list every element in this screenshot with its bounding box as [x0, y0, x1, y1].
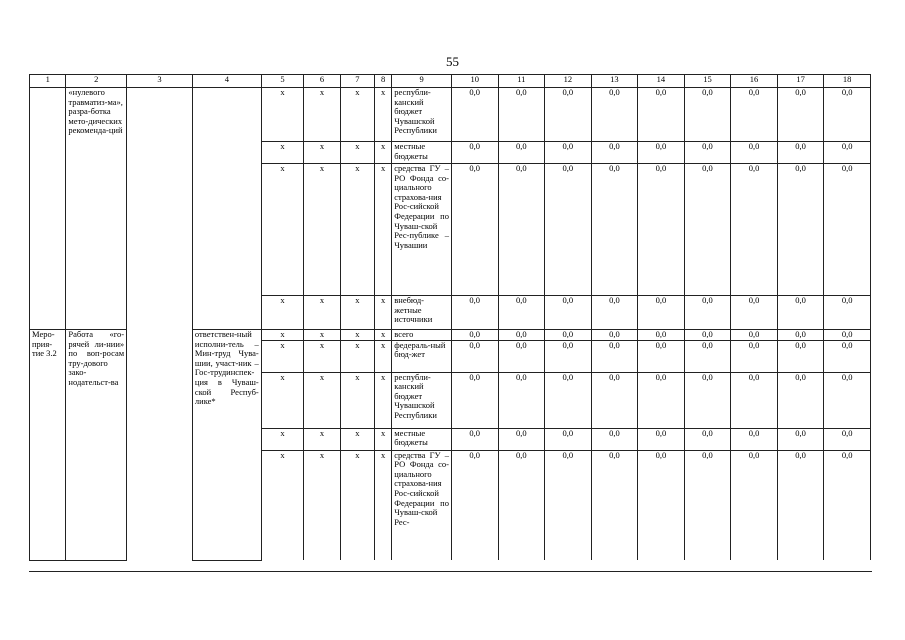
measure-name-cell: Работа «го-рячей ли-нии» по воп-росам тру-дового зако-нодательст-ва — [66, 330, 127, 561]
value-cell: 0,0 — [684, 428, 731, 450]
value-cell: 0,0 — [498, 450, 545, 560]
funding-source-cell: республи-канский бюджет Чувашской Республики — [392, 372, 452, 428]
code-cell: x — [340, 372, 374, 428]
column-header: 4 — [192, 75, 261, 88]
column-header: 12 — [545, 75, 592, 88]
column-number-row — [30, 75, 871, 88]
code-cell: x — [340, 164, 374, 296]
value-cell: 0,0 — [638, 428, 685, 450]
code-cell: x — [375, 164, 392, 296]
value-cell: 0,0 — [638, 372, 685, 428]
column-header: 2 — [66, 75, 127, 88]
value-cell: 0,0 — [451, 450, 498, 560]
value-cell: 0,0 — [498, 330, 545, 341]
budget-table — [29, 74, 871, 561]
value-cell: 0,0 — [451, 164, 498, 296]
code-cell: x — [375, 88, 392, 142]
value-cell: 0,0 — [451, 340, 498, 372]
value-cell: 0,0 — [545, 142, 592, 164]
code-cell: x — [261, 164, 304, 296]
value-cell: 0,0 — [684, 372, 731, 428]
value-cell: 0,0 — [591, 450, 638, 560]
code-cell: x — [304, 372, 340, 428]
table-bottom-rule — [29, 571, 872, 572]
column-header: 3 — [127, 75, 193, 88]
value-cell: 0,0 — [638, 142, 685, 164]
column-header: 18 — [824, 75, 871, 88]
value-cell: 0,0 — [731, 340, 778, 372]
executor-cell — [192, 88, 261, 330]
value-cell: 0,0 — [684, 88, 731, 142]
value-cell: 0,0 — [777, 88, 824, 142]
code-cell: x — [304, 164, 340, 296]
value-cell: 0,0 — [498, 296, 545, 330]
code-cell: x — [261, 142, 304, 164]
value-cell: 0,0 — [824, 164, 871, 296]
value-cell: 0,0 — [777, 428, 824, 450]
column-header: 11 — [498, 75, 545, 88]
value-cell: 0,0 — [638, 296, 685, 330]
value-cell: 0,0 — [638, 330, 685, 341]
code-cell: x — [375, 142, 392, 164]
value-cell: 0,0 — [777, 164, 824, 296]
code-cell: x — [375, 450, 392, 560]
code-cell: x — [261, 372, 304, 428]
value-cell: 0,0 — [824, 372, 871, 428]
value-cell: 0,0 — [684, 330, 731, 341]
code-cell: x — [304, 88, 340, 142]
value-cell: 0,0 — [591, 372, 638, 428]
column-header: 14 — [638, 75, 685, 88]
value-cell: 0,0 — [451, 296, 498, 330]
value-cell: 0,0 — [498, 142, 545, 164]
value-cell: 0,0 — [684, 450, 731, 560]
value-cell: 0,0 — [498, 428, 545, 450]
value-cell: 0,0 — [498, 88, 545, 142]
code-cell: x — [304, 296, 340, 330]
value-cell: 0,0 — [684, 142, 731, 164]
code-cell: x — [340, 88, 374, 142]
measure-code-cell — [30, 88, 66, 330]
code-cell: x — [375, 428, 392, 450]
value-cell: 0,0 — [638, 340, 685, 372]
column-3-cell — [127, 330, 193, 561]
value-cell: 0,0 — [731, 88, 778, 142]
value-cell: 0,0 — [777, 340, 824, 372]
funding-source-cell: внебюд-жетные источники — [392, 296, 452, 330]
column-header: 10 — [451, 75, 498, 88]
code-cell: x — [375, 330, 392, 341]
code-cell: x — [340, 296, 374, 330]
value-cell: 0,0 — [498, 164, 545, 296]
value-cell: 0,0 — [731, 372, 778, 428]
value-cell: 0,0 — [824, 450, 871, 560]
column-header: 1 — [30, 75, 66, 88]
value-cell: 0,0 — [777, 330, 824, 341]
value-cell: 0,0 — [684, 164, 731, 296]
code-cell: x — [304, 330, 340, 341]
value-cell: 0,0 — [824, 142, 871, 164]
funding-source-cell: республи-канский бюджет Чувашской Республики — [392, 88, 452, 142]
code-cell: x — [261, 340, 304, 372]
measure-name-cell: «нулевого травматиз-ма», разра-ботка мето-дических рекоменда-ций — [66, 88, 127, 330]
code-cell: x — [340, 330, 374, 341]
column-header: 15 — [684, 75, 731, 88]
value-cell: 0,0 — [545, 330, 592, 341]
value-cell: 0,0 — [451, 142, 498, 164]
code-cell: x — [261, 330, 304, 341]
value-cell: 0,0 — [545, 428, 592, 450]
value-cell: 0,0 — [777, 372, 824, 428]
value-cell: 0,0 — [731, 450, 778, 560]
value-cell: 0,0 — [545, 372, 592, 428]
value-cell: 0,0 — [498, 372, 545, 428]
funding-source-cell: местные бюджеты — [392, 428, 452, 450]
value-cell: 0,0 — [591, 330, 638, 341]
value-cell: 0,0 — [684, 340, 731, 372]
value-cell: 0,0 — [591, 296, 638, 330]
value-cell: 0,0 — [545, 296, 592, 330]
value-cell: 0,0 — [638, 450, 685, 560]
value-cell: 0,0 — [731, 142, 778, 164]
measure-code-cell: Меро-прия-тие 3.2 — [30, 330, 66, 561]
value-cell: 0,0 — [731, 330, 778, 341]
code-cell: x — [375, 340, 392, 372]
code-cell: x — [304, 450, 340, 560]
executor-cell: ответствен-ный исполни-тель – Мин-труд Чува-шии, участ-ник – Гос-трудинспек-ция в Чуваш-ской Респуб-лике* — [192, 330, 261, 561]
column-header: 17 — [777, 75, 824, 88]
value-cell: 0,0 — [684, 296, 731, 330]
page-number: 55 — [446, 54, 459, 69]
code-cell: x — [261, 450, 304, 560]
code-cell: x — [375, 296, 392, 330]
code-cell: x — [261, 88, 304, 142]
value-cell: 0,0 — [451, 88, 498, 142]
funding-source-cell: всего — [392, 330, 452, 341]
value-cell: 0,0 — [545, 450, 592, 560]
value-cell: 0,0 — [591, 88, 638, 142]
value-cell: 0,0 — [824, 428, 871, 450]
value-cell: 0,0 — [545, 164, 592, 296]
table-body — [30, 75, 871, 561]
value-cell: 0,0 — [451, 428, 498, 450]
column-header: 16 — [731, 75, 778, 88]
value-cell: 0,0 — [545, 88, 592, 142]
table-row — [30, 330, 871, 341]
code-cell: x — [304, 340, 340, 372]
value-cell: 0,0 — [638, 164, 685, 296]
value-cell: 0,0 — [591, 164, 638, 296]
column-header: 7 — [340, 75, 374, 88]
table-row — [30, 88, 871, 142]
column-header: 6 — [304, 75, 340, 88]
value-cell: 0,0 — [731, 296, 778, 330]
column-header: 5 — [261, 75, 304, 88]
funding-source-cell: средства ГУ – РО Фонда со-циального страхова-ния Рос-сийской Федерации по Чуваш-ской Рес-публике – Чувашии — [392, 164, 452, 296]
column-header: 8 — [375, 75, 392, 88]
code-cell: x — [304, 428, 340, 450]
value-cell: 0,0 — [824, 330, 871, 341]
value-cell: 0,0 — [731, 164, 778, 296]
code-cell: x — [340, 428, 374, 450]
value-cell: 0,0 — [451, 330, 498, 341]
value-cell: 0,0 — [545, 340, 592, 372]
value-cell: 0,0 — [498, 340, 545, 372]
value-cell: 0,0 — [777, 142, 824, 164]
value-cell: 0,0 — [591, 142, 638, 164]
column-header: 13 — [591, 75, 638, 88]
value-cell: 0,0 — [777, 450, 824, 560]
code-cell: x — [261, 296, 304, 330]
code-cell: x — [340, 142, 374, 164]
funding-source-cell: федераль-ный бюд-жет — [392, 340, 452, 372]
code-cell: x — [340, 340, 374, 372]
value-cell: 0,0 — [591, 340, 638, 372]
code-cell: x — [340, 450, 374, 560]
value-cell: 0,0 — [638, 88, 685, 142]
value-cell: 0,0 — [731, 428, 778, 450]
funding-source-cell: местные бюджеты — [392, 142, 452, 164]
value-cell: 0,0 — [824, 340, 871, 372]
value-cell: 0,0 — [824, 88, 871, 142]
value-cell: 0,0 — [777, 296, 824, 330]
value-cell: 0,0 — [591, 428, 638, 450]
code-cell: x — [261, 428, 304, 450]
funding-source-cell: средства ГУ – РО Фонда со-циального страхова-ния Рос-сийской Федерации по Чуваш-ской Рес- — [392, 450, 452, 560]
column-header: 9 — [392, 75, 452, 88]
column-3-cell — [127, 88, 193, 330]
value-cell: 0,0 — [451, 372, 498, 428]
code-cell: x — [375, 372, 392, 428]
value-cell: 0,0 — [824, 296, 871, 330]
code-cell: x — [304, 142, 340, 164]
